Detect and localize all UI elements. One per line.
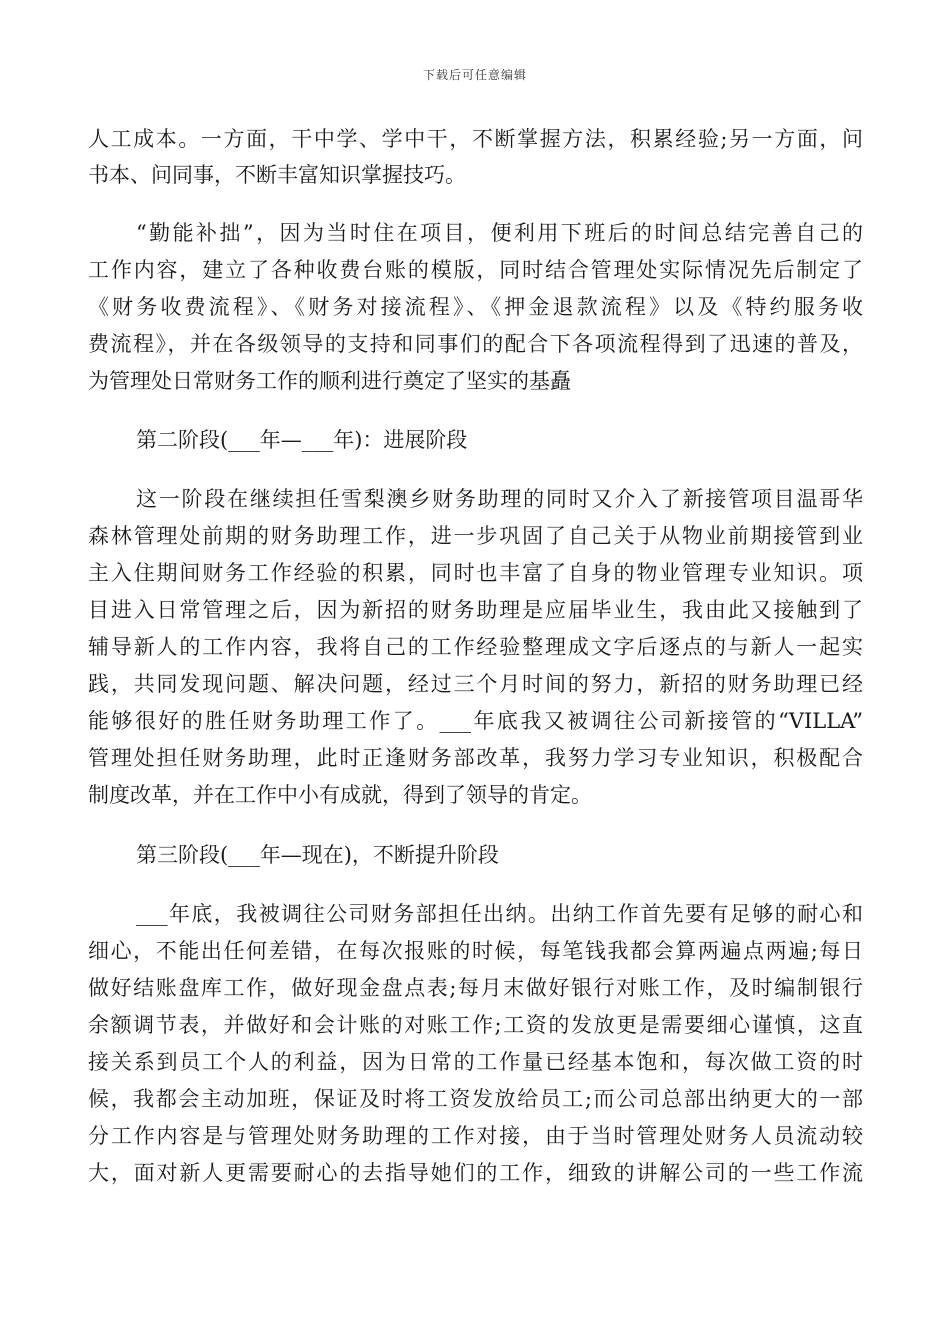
text-line: 管理处担任财务助理，此时正逢财务部改革，我努力学习专业知识，积极配合 xyxy=(88,746,863,770)
text-line: 费流程》，并在各级领导的支持和同事们的配合下各项流程得到了迅速的普及， xyxy=(88,332,863,356)
text-line: ___年底，我被调往公司财务部担任出纳。出纳工作首先要有足够的耐心和 xyxy=(136,902,863,926)
text-line: 接关系到员工个人的利益，因为日常的工作量已经基本饱和，每次做工资的时 xyxy=(88,1050,863,1074)
text-line: 《财务收费流程》、《财务对接流程》、《押金退款流程》以及《特约服务收 xyxy=(88,295,863,319)
text-line: 书本、问同事，不断丰富知识掌握技巧。 xyxy=(88,163,466,187)
text-line: 分工作内容是与管理处财务助理的工作对接，由于当时管理处财务人员流动较 xyxy=(88,1124,863,1148)
text-line: 做好结账盘库工作，做好现金盘点表;每月末做好银行对账工作，及时编制银行 xyxy=(88,976,863,1000)
text-line: 践，共同发现问题、解决问题，经过三个月时间的努力，新招的财务助理已经 xyxy=(88,672,863,696)
text-line: 森林管理处前期的财务助理工作，进一步巩固了自己关于从物业前期接管到业 xyxy=(88,524,863,548)
text-line: 细心，不能出任何差错，在每次报账的时候，每笔钱我都会算两遍点两遍;每日 xyxy=(88,939,863,963)
text-line: 制度改革，并在工作中小有成就，得到了领导的肯定。 xyxy=(88,783,592,807)
text-line: 余额调节表，并做好和会计账的对账工作;工资的发放更是需要细心谨慎，这直 xyxy=(88,1013,863,1037)
text-line: 主入住期间财务工作经验的积累，同时也丰富了自身的物业管理专业知识。项 xyxy=(88,561,863,585)
section-heading: 第二阶段(___年—___年)：进展阶段 xyxy=(136,428,468,452)
text-line: 目进入日常管理之后，因为新招的财务助理是应届毕业生，我由此又接触到了 xyxy=(88,598,863,622)
text-line: 能够很好的胜任财务助理工作了。___年底我又被调往公司新接管的“VILLA” xyxy=(88,709,863,733)
text-line: 为管理处日常财务工作的顺利进行奠定了坚实的基矗 xyxy=(88,369,571,393)
page-header: 下载后可任意编辑 xyxy=(422,68,527,82)
text-line: 辅导新人的工作内容，我将自己的工作经验整理成文字后逐点的与新人一起实 xyxy=(88,635,863,659)
text-line: 候，我都会主动加班，保证及时将工资发放给员工;而公司总部出纳更大的一部 xyxy=(88,1087,863,1111)
text-line: 工作内容，建立了各种收费台账的模版，同时结合管理处实际情况先后制定了 xyxy=(88,258,863,282)
text-line: 人工成本。一方面，干中学、学中干，不断掌握方法，积累经验;另一方面，问 xyxy=(88,127,863,151)
text-line: 这一阶段在继续担任雪梨澳乡财务助理的同时又介入了新接管项目温哥华 xyxy=(136,487,863,511)
text-line: 大，面对新人更需要耐心的去指导她们的工作，细致的讲解公司的一些工作流 xyxy=(88,1161,863,1185)
section-heading: 第三阶段(___年—现在)，不断提升阶段 xyxy=(136,843,499,867)
text-line: “勤能补拙”，因为当时住在项目，便利用下班后的时间总结完善自己的 xyxy=(136,221,863,245)
